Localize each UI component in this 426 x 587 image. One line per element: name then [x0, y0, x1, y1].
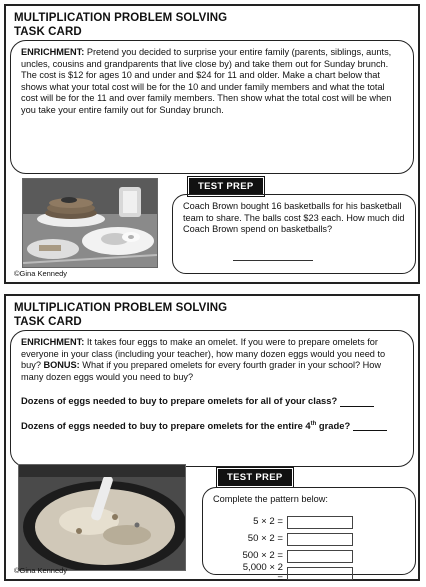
- test-prep-question: Coach Brown bought 16 basketballs for his basketball team to share. The balls cost $23 each. How much did Coach Brown spend on basketballs?: [183, 201, 405, 234]
- answer-line: [233, 260, 313, 261]
- question-grade-text-end: grade?: [316, 419, 353, 431]
- pattern-answer-box[interactable]: [287, 550, 353, 563]
- test-prep-box: [202, 487, 416, 584]
- answer-blank[interactable]: [353, 421, 387, 431]
- ordinal-suffix: th: [310, 420, 317, 427]
- omelet-photo: [18, 464, 186, 571]
- task-card-omelets: [4, 294, 420, 584]
- enrichment-box: [10, 40, 414, 174]
- pattern-expression: 50 × 2 =: [247, 533, 283, 545]
- pattern-answer-box[interactable]: [287, 567, 353, 580]
- bonus-text: What if you prepared omelets for every fourth grader in your school? How many dozen eggs would you need to buy?: [21, 360, 382, 382]
- test-prep-badge: TEST PREP: [189, 178, 263, 195]
- title-line-2: TASK CARD: [14, 26, 82, 38]
- enrichment-box: [10, 330, 414, 467]
- card-title: [14, 301, 227, 329]
- bonus-label: BONUS:: [43, 360, 80, 370]
- pattern-expression: 5 × 2 =: [253, 516, 283, 528]
- question-grade-text: Dozens of eggs needed to buy to prepare omelets for the entire 4: [21, 419, 311, 431]
- pattern-row: [235, 514, 405, 531]
- test-prep-question: Complete the pattern below:: [213, 494, 328, 504]
- title-line-2: TASK CARD: [14, 316, 82, 328]
- enrichment-text: It takes four eggs to make an omelet. If you were to prepare omelets for everyone in your class (including your teacher), how many dozen eggs would you need to buy?: [21, 337, 386, 370]
- pattern-answer-box[interactable]: [287, 533, 353, 546]
- enrichment-text: Pretend you decided to surprise your entire family (parents, siblings, aunts, uncles, cousins and grandparents that live close by) and take them out for Sunday brunch. The cost is $12 for ages 10 and under and $24 for 11 and older. Make a chart below that shows what your total cost will be for the 10 and under family members and what the total cost will be for the 11 and over family members. Then show what the total cost will be when you take your entire family out for Sunday brunch.: [21, 47, 392, 115]
- answer-blank[interactable]: [340, 397, 374, 407]
- pattern-row: [235, 561, 405, 584]
- test-prep-box: [172, 194, 416, 274]
- pattern-list: [235, 514, 405, 582]
- pattern-expression: 500 × 2 =: [242, 550, 283, 562]
- title-line-1: MULTIPLICATION PROBLEM SOLVING: [14, 302, 228, 314]
- copyright-credit: ©Gina Kennedy: [14, 566, 68, 575]
- question-class-text: Dozens of eggs needed to buy to prepare omelets for all of your class?: [21, 395, 340, 406]
- task-card-brunch: [4, 4, 420, 284]
- copyright-credit: ©Gina Kennedy: [14, 269, 68, 278]
- card-title: [14, 11, 227, 39]
- test-prep-badge: TEST PREP: [218, 469, 292, 486]
- pattern-answer-box[interactable]: [287, 516, 353, 529]
- question-class: [21, 395, 403, 407]
- enrichment-label: ENRICHMENT:: [21, 47, 85, 57]
- enrichment-paragraph: [21, 337, 403, 383]
- pattern-row: [235, 531, 405, 548]
- question-grade: [21, 419, 403, 432]
- pattern-expression: 5,000 × 2 =: [242, 561, 283, 584]
- title-line-1: MULTIPLICATION PROBLEM SOLVING: [14, 12, 228, 24]
- brunch-photo: [22, 178, 158, 268]
- enrichment-label: ENRICHMENT:: [21, 337, 85, 347]
